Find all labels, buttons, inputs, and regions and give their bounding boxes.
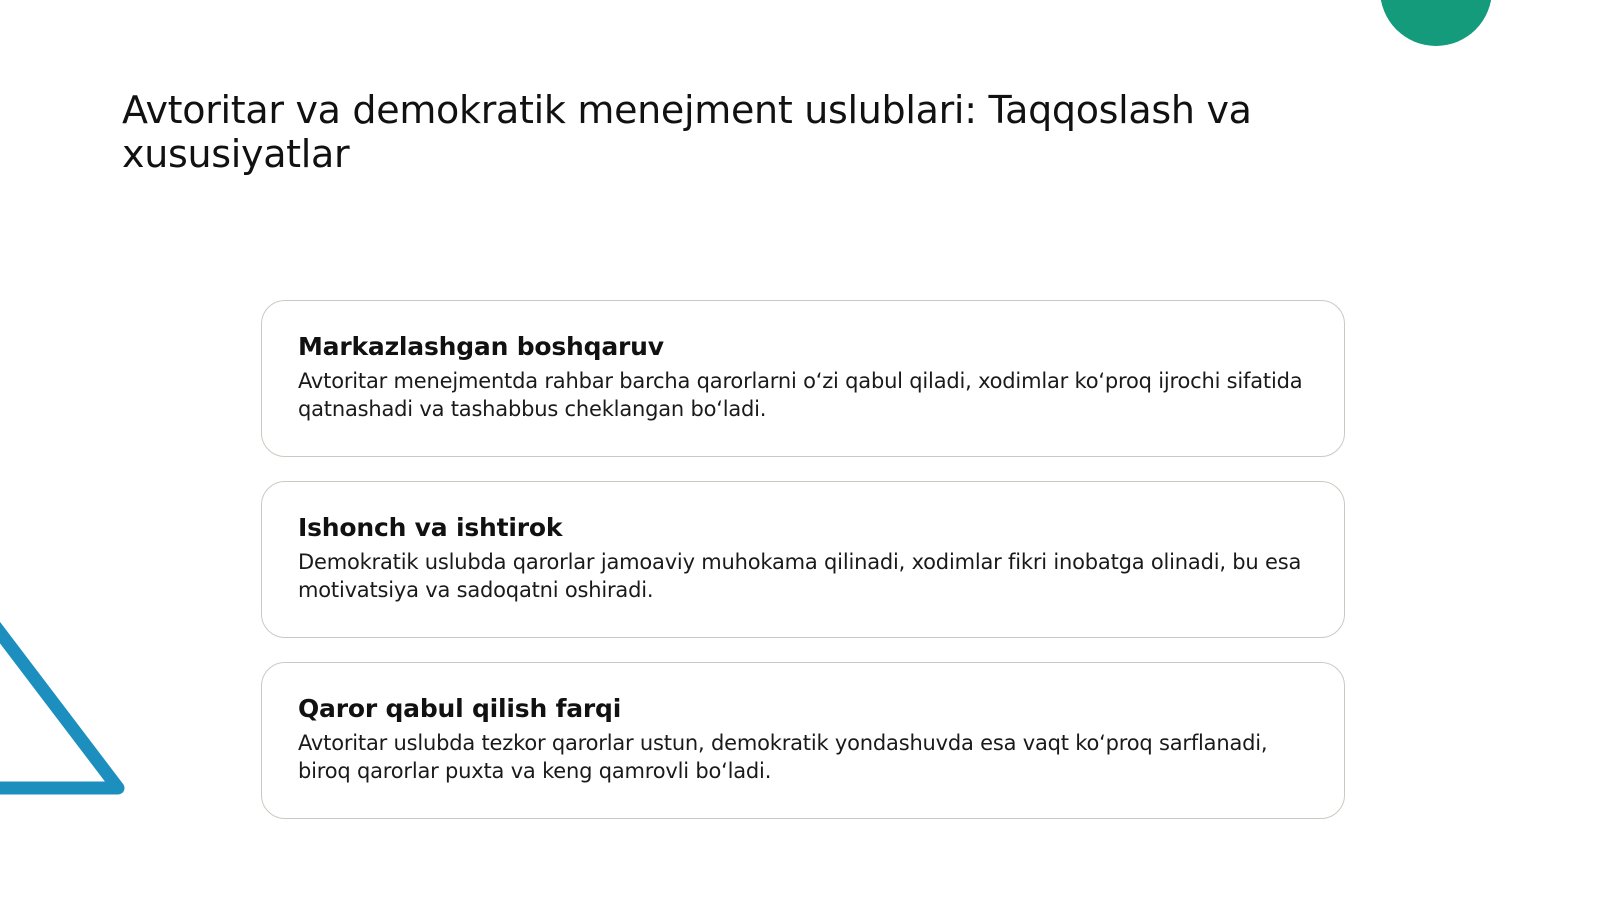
card-heading: Markazlashgan boshqaruv [298,332,664,361]
card-text: Demokratik uslubda qarorlar jamoaviy muhokama qilinadi, xodimlar fikri inobatga olinadi, bu esa motivatsiya va sadoqatni oshiradi. [298,550,1302,602]
card-heading: Qaror qabul qilish farqi [298,694,622,723]
card-text: Avtoritar menejmentda rahbar barcha qarorlarni o‘zi qabul qiladi, xodimlar ko‘proq ijrochi sifatida qatnashadi va tashabbus cheklangan bo‘ladi. [298,369,1303,421]
slide-title: Avtoritar va demokratik menejment uslublari: Taqqoslash va xususiyatlar [122,88,1252,176]
card-heading: Ishonch va ishtirok [298,513,563,542]
card-list [261,300,1345,843]
card-trust-participation [261,481,1345,638]
blue-triangle-icon [0,570,140,820]
card-centralized-management [261,300,1345,457]
green-circle-icon [1380,0,1492,46]
card-decision-difference [261,662,1345,819]
card-text: Avtoritar uslubda tezkor qarorlar ustun, demokratik yondashuvda esa vaqt ko‘proq sarflanadi, biroq qarorlar puxta va keng qamrovli bo‘ladi. [298,731,1268,783]
